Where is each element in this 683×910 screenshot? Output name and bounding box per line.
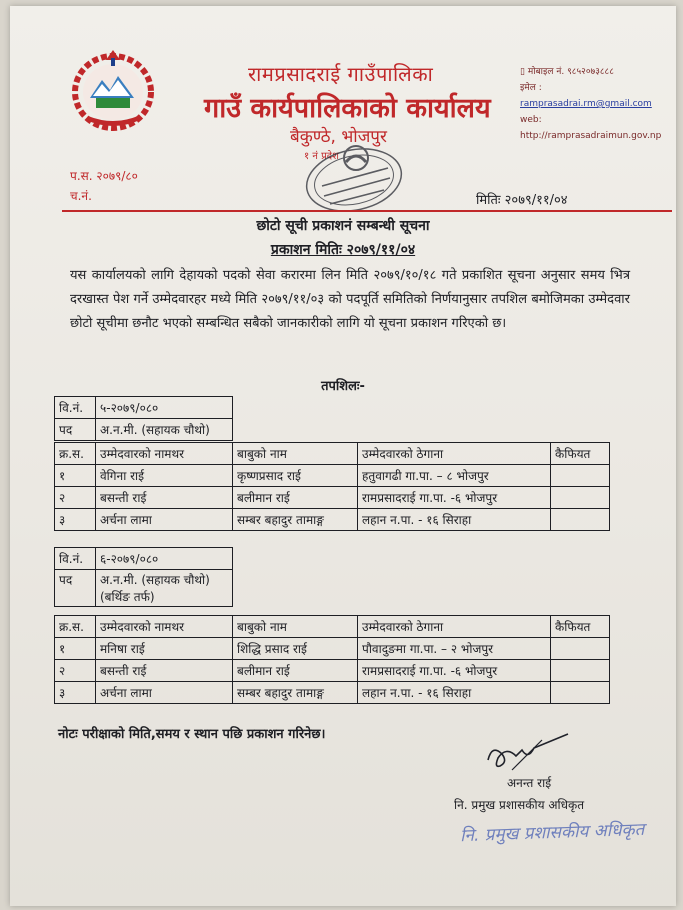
phone-icon: ▯ — [520, 67, 528, 77]
municipality-name: रामप्रसादराई गाउँपालिका — [248, 62, 434, 86]
table-row — [55, 660, 610, 682]
cell-sn: ३ — [55, 682, 96, 704]
cell-address: लहान न.पा. - १६ सिराहा — [358, 682, 551, 704]
office-stamp — [292, 138, 412, 218]
col-name: उम्मेदवारको नामथर — [96, 616, 233, 638]
email-link[interactable]: ramprasadrai.rm@gmail.com — [520, 99, 652, 109]
office-address: बैकुण्ठे, भोजपुर — [290, 127, 387, 147]
advert-meta-table — [54, 396, 233, 441]
post-name — [96, 570, 233, 607]
col-name: उम्मेदवारको नामथर — [96, 443, 233, 465]
reference-block — [70, 166, 138, 206]
details-heading: तपशिलः- — [321, 379, 365, 394]
cell-remarks — [551, 465, 610, 487]
cell-father: कृष्णप्रसाद राई — [233, 465, 358, 487]
col-sn: क्र.स. — [55, 443, 96, 465]
table-row — [55, 487, 610, 509]
cell-father: बलीमान राई — [233, 487, 358, 509]
post-name: अ.न.मी. (सहायक चौथो) — [96, 419, 233, 441]
col-address: उम्मेदवारको ठेगाना — [358, 443, 551, 465]
province-label: १ नं प्रदेश — [304, 151, 339, 162]
table-header-row — [55, 616, 610, 638]
cell-name: अर्चना लामा — [96, 682, 233, 704]
cell-father: शिद्धि प्रसाद राई — [233, 638, 358, 660]
cell-remarks — [551, 682, 610, 704]
email-line: इमेल : ramprasadrai.rm@gmail.com — [520, 83, 652, 109]
post-title: अ.न.मी. (सहायक चौथो) — [100, 573, 210, 587]
table-row — [55, 397, 233, 419]
cell-name: बसन्ती राई — [96, 660, 233, 682]
col-remarks: कैफियत — [551, 443, 610, 465]
col-father: बाबुको नाम — [233, 616, 358, 638]
adv-label: वि.नं. — [55, 548, 96, 570]
letter-date: मितिः २०७९/११/०४ — [476, 193, 568, 208]
web-link[interactable]: web: http://ramprasadraimun.gov.np — [520, 115, 662, 141]
cell-name: वेगिना राई — [96, 465, 233, 487]
cell-remarks — [551, 638, 610, 660]
candidate-table — [54, 442, 610, 531]
header-divider — [62, 210, 672, 212]
cell-sn: ३ — [55, 509, 96, 531]
cell-address: लहान न.पा. - १६ सिराहा — [358, 509, 551, 531]
adv-number: ६-२०७९/०८० — [96, 548, 233, 570]
table-row — [55, 638, 610, 660]
signatory-name: अनन्त राई — [507, 776, 552, 790]
cell-father: सम्बर बहादुर तामाङ्ग — [233, 509, 358, 531]
col-sn: क्र.स. — [55, 616, 96, 638]
post-label: पद — [55, 570, 96, 607]
post-label: पद — [55, 419, 96, 441]
cell-remarks — [551, 660, 610, 682]
cell-name: मनिषा राई — [96, 638, 233, 660]
col-address: उम्मेदवारको ठेगाना — [358, 616, 551, 638]
table-header-row — [55, 443, 610, 465]
advert-meta-table — [54, 547, 233, 607]
cell-name: बसन्ती राई — [96, 487, 233, 509]
cell-address: रामप्रसादराई गा.पा. -६ भोजपुर — [358, 487, 551, 509]
cell-sn: १ — [55, 638, 96, 660]
cell-father: सम्बर बहादुर तामाङ्ग — [233, 682, 358, 704]
table-row — [55, 419, 233, 441]
handwritten-signature — [482, 730, 572, 776]
table-row — [55, 509, 610, 531]
cell-father: बलीमान राई — [233, 660, 358, 682]
contact-block — [520, 64, 676, 144]
designation-stamp: नि. प्रमुख प्रशासकीय अधिकृत — [459, 819, 645, 847]
mobile-line: ▯ मोबाइल नं. ९८५२०७३८८८ — [520, 67, 614, 77]
cell-sn: २ — [55, 660, 96, 682]
notice-page — [10, 6, 676, 906]
cell-remarks — [551, 487, 610, 509]
office-name: गाउँ कार्यपालिकाको कार्यालय — [204, 93, 491, 124]
adv-label: वि.नं. — [55, 397, 96, 419]
notice-title: छोटो सूची प्रकाशनं सम्बन्धी सूचना — [256, 218, 430, 234]
cell-address: हतुवागढी गा.पा. – ८ भोजपुर — [358, 465, 551, 487]
table-row — [55, 570, 233, 607]
adv-number: ५-२०७९/०८० — [96, 397, 233, 419]
nepal-emblem-logo — [68, 46, 158, 132]
cell-sn: १ — [55, 465, 96, 487]
cell-address: रामप्रसादराई गा.पा. -६ भोजपुर — [358, 660, 551, 682]
table-row — [55, 682, 610, 704]
table-row — [55, 548, 233, 570]
dispatch-number: च.नं. — [70, 189, 92, 203]
table-row — [55, 465, 610, 487]
signatory-title: नि. प्रमुख प्रशासकीय अधिकृत — [454, 798, 585, 812]
cell-address: पौवादुङमा गा.पा. – २ भोजपुर — [358, 638, 551, 660]
notice-body: यस कार्यालयको लागि देहायको पदको सेवा करारमा लिन मिति २०७९/१०/१८ गते प्रकाशित सूचना अनुसार समय भित्र दरखास्त पेश गर्ने उम्मेदवारहर मध्ये मिति २०७९/११/०३ को पदपूर्ति समितिको निर्णयानुसार तपशिल बमोजिमका उम्मेदवार छोटो सूचीमा छनौट भएको सम्बन्धित सबैको जानकारीको लागि यो सूचना प्रकाशन गरिएको छ। — [70, 268, 630, 331]
col-remarks: कैफियत — [551, 616, 610, 638]
cell-name: अर्चना लामा — [96, 509, 233, 531]
cell-sn: २ — [55, 487, 96, 509]
post-subtitle: (बर्थिङ तर्फ) — [100, 590, 155, 604]
col-father: बाबुको नाम — [233, 443, 358, 465]
cell-remarks — [551, 509, 610, 531]
exam-note: नोटः परीक्षाको मिति,समय र स्थान पछि प्रकाशन गरिनेछ। — [58, 727, 326, 742]
publication-date: प्रकाशन मितिः २०७९/११/०४ — [270, 242, 416, 258]
letter-number: प.स. २०७९/८० — [70, 169, 138, 183]
candidate-table — [54, 615, 610, 704]
